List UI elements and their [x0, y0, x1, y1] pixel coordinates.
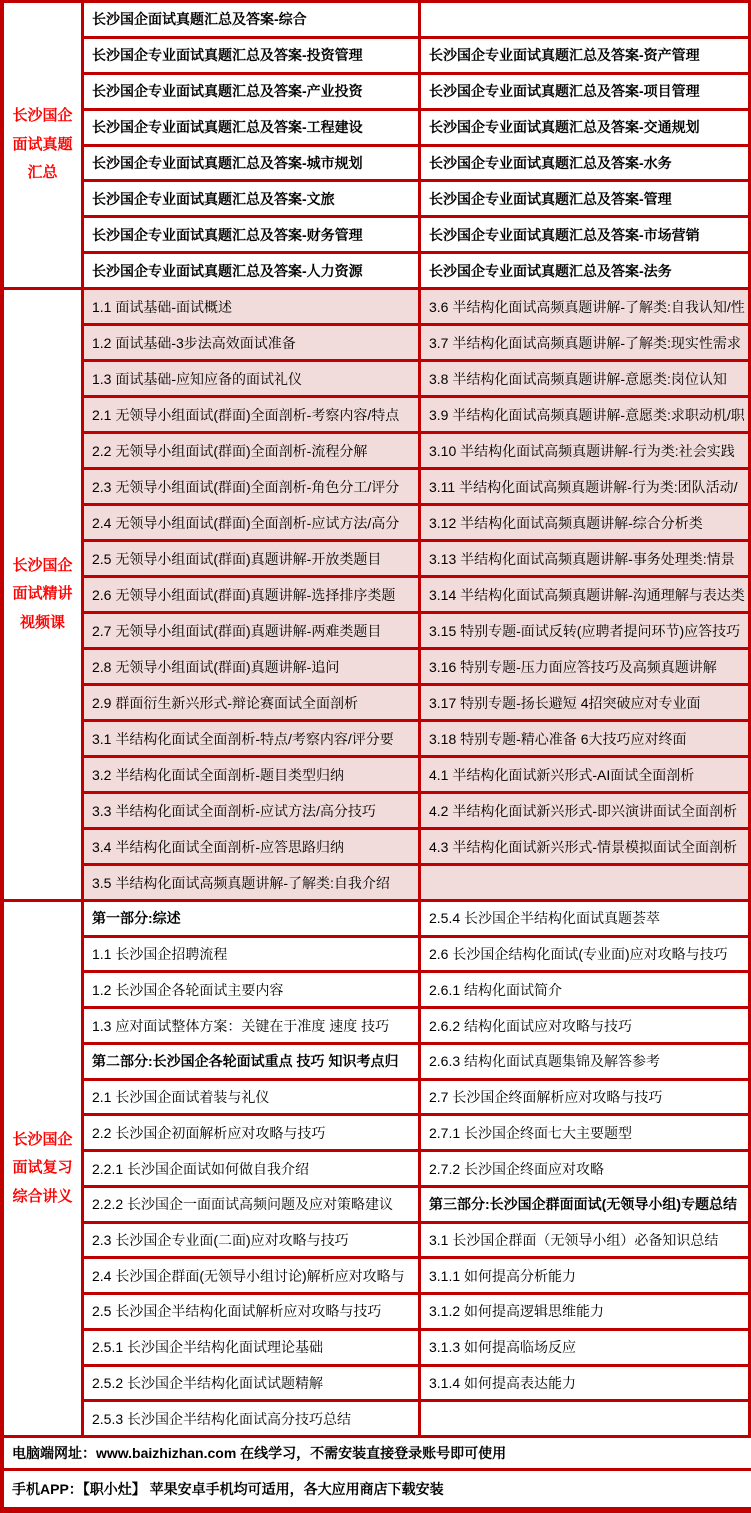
table-cell: 4.3 半结构化面试新兴形式-情景模拟面试全面剖析: [421, 830, 751, 866]
table-cell: [421, 3, 751, 39]
table-cell: 2.6.1 结构化面试简介: [421, 973, 751, 1009]
table-cell: 2.6.2 结构化面试应对攻略与技巧: [421, 1009, 751, 1045]
table-cell: 1.1 面试基础-面试概述: [84, 290, 418, 326]
table-cell: 3.1.3 如何提高临场反应: [421, 1331, 751, 1367]
table-cell: 3.1.4 如何提高表达能力: [421, 1367, 751, 1403]
table-cell: 长沙国企专业面试真题汇总及答案-城市规划: [84, 147, 418, 183]
table-cell: 2.2.2 长沙国企一面面试高频问题及应对策略建议: [84, 1188, 418, 1224]
section-columns: [84, 290, 751, 899]
section-columns: [84, 902, 751, 1435]
table-cell: 2.7 长沙国企终面解析应对攻略与技巧: [421, 1081, 751, 1117]
table-cell: 3.7 半结构化面试高频真题讲解-了解类:现实性需求: [421, 326, 751, 362]
table-cell: 2.7.1 长沙国企终面七大主要题型: [421, 1116, 751, 1152]
table-cell: 3.1 长沙国企群面（无领导小组）必备知识总结: [421, 1224, 751, 1260]
table-cell: 2.5 长沙国企半结构化面试解析应对攻略与技巧: [84, 1295, 418, 1331]
table-cell: 2.2 无领导小组面试(群面)全面剖析-流程分解: [84, 434, 418, 470]
table-cell: 2.2.1 长沙国企面试如何做自我介绍: [84, 1152, 418, 1188]
table-cell: 3.5 半结构化面试高频真题讲解-了解类:自我介绍: [84, 866, 418, 899]
table-cell: 第一部分:综述: [84, 902, 418, 938]
table-cell: 3.9 半结构化面试高频真题讲解-意愿类:求职动机/职: [421, 398, 751, 434]
table-cell: [421, 1402, 751, 1435]
table-cell: 3.11 半结构化面试高频真题讲解-行为类:团队活动/: [421, 470, 751, 506]
section-label-review-handout: 长沙国企面试复习综合讲义: [4, 902, 84, 1435]
table-cell: 2.4 长沙国企群面(无领导小组讨论)解析应对攻略与: [84, 1259, 418, 1295]
table-cell: 2.3 长沙国企专业面(二面)应对攻略与技巧: [84, 1224, 418, 1260]
table-cell: 2.6.3 结构化面试真题集锦及解答参考: [421, 1045, 751, 1081]
table-cell: 3.12 半结构化面试高频真题讲解-综合分析类: [421, 506, 751, 542]
table-cell: 2.4 无领导小组面试(群面)全面剖析-应试方法/高分: [84, 506, 418, 542]
table-cell: 长沙国企专业面试真题汇总及答案-资产管理: [421, 39, 751, 75]
table-cell: 长沙国企专业面试真题汇总及答案-文旅: [84, 182, 418, 218]
table-cell: 长沙国企专业面试真题汇总及答案-投资管理: [84, 39, 418, 75]
column-left: [84, 3, 421, 287]
table-cell: 3.8 半结构化面试高频真题讲解-意愿类:岗位认知: [421, 362, 751, 398]
table-cell: 长沙国企专业面试真题汇总及答案-管理: [421, 182, 751, 218]
table-cell: 3.15 特别专题-面试反转(应聘者提问环节)应答技巧: [421, 614, 751, 650]
table-cell: 2.7 无领导小组面试(群面)真题讲解-两难类题目: [84, 614, 418, 650]
table-cell: 2.1 长沙国企面试着装与礼仪: [84, 1081, 418, 1117]
table-cell: 长沙国企专业面试真题汇总及答案-水务: [421, 147, 751, 183]
table-cell: 3.2 半结构化面试全面剖析-题目类型归纳: [84, 758, 418, 794]
table-cell: 2.5.2 长沙国企半结构化面试试题精解: [84, 1367, 418, 1403]
table-cell: 长沙国企专业面试真题汇总及答案-项目管理: [421, 75, 751, 111]
table-cell: 3.14 半结构化面试高频真题讲解-沟通理解与表达类: [421, 578, 751, 614]
table-cell: 长沙国企专业面试真题汇总及答案-工程建设: [84, 111, 418, 147]
table-cell: 2.5.3 长沙国企半结构化面试高分技巧总结: [84, 1402, 418, 1435]
table-cell: 1.2 长沙国企各轮面试主要内容: [84, 973, 418, 1009]
table-cell: 3.16 特别专题-压力面应答技巧及高频真题讲解: [421, 650, 751, 686]
table-cell: 3.1.1 如何提高分析能力: [421, 1259, 751, 1295]
column-left: [84, 290, 421, 899]
table-cell: 1.3 应对面试整体方案：关键在于准度 速度 技巧: [84, 1009, 418, 1045]
table-cell: 2.7.2 长沙国企终面应对攻略: [421, 1152, 751, 1188]
table-cell: 1.2 面试基础-3步法高效面试准备: [84, 326, 418, 362]
table-cell: 长沙国企面试真题汇总及答案-综合: [84, 3, 418, 39]
footer-website-row: [4, 1438, 751, 1471]
section-video-course: [4, 290, 751, 902]
table-cell: 3.3 半结构化面试全面剖析-应试方法/高分技巧: [84, 794, 418, 830]
table-cell: 2.8 无领导小组面试(群面)真题讲解-追问: [84, 650, 418, 686]
table-cell: 长沙国企专业面试真题汇总及答案-财务管理: [84, 218, 418, 254]
table-cell: 第二部分:长沙国企各轮面试重点 技巧 知识考点归: [84, 1045, 418, 1081]
table-cell: 2.5.4 长沙国企半结构化面试真题荟萃: [421, 902, 751, 938]
table-cell: 长沙国企专业面试真题汇总及答案-交通规划: [421, 111, 751, 147]
footer-app-text: 手机APP：【职小灶】 苹果安卓手机均可适用，各大应用商店下载安装: [12, 1481, 444, 1497]
column-left: [84, 902, 421, 1435]
table-cell: 3.6 半结构化面试高频真题讲解-了解类:自我认知/性: [421, 290, 751, 326]
section-interview-questions: [4, 3, 751, 290]
table-cell: 2.9 群面衍生新兴形式-辩论赛面试全面剖析: [84, 686, 418, 722]
section-columns: [84, 3, 751, 287]
table-cell: 3.13 半结构化面试高频真题讲解-事务处理类:情景: [421, 542, 751, 578]
table-cell: 1.1 长沙国企招聘流程: [84, 938, 418, 974]
table-cell: 3.4 半结构化面试全面剖析-应答思路归纳: [84, 830, 418, 866]
table-cell: 3.10 半结构化面试高频真题讲解-行为类:社会实践: [421, 434, 751, 470]
table-cell: 2.6 长沙国企结构化面试(专业面)应对攻略与技巧: [421, 938, 751, 974]
section-review-handout: [4, 902, 751, 1438]
column-right: [421, 3, 751, 287]
table-cell: 3.1.2 如何提高逻辑思维能力: [421, 1295, 751, 1331]
table-cell: 3.1 半结构化面试全面剖析-特点/考察内容/评分要: [84, 722, 418, 758]
table-cell: 3.17 特别专题-扬长避短 4招突破应对专业面: [421, 686, 751, 722]
table-cell: 第三部分:长沙国企群面面试(无领导小组)专题总结: [421, 1188, 751, 1224]
table-cell: 1.3 面试基础-应知应备的面试礼仪: [84, 362, 418, 398]
table-cell: 4.1 半结构化面试新兴形式-AI面试全面剖析: [421, 758, 751, 794]
table-cell: 长沙国企专业面试真题汇总及答案-人力资源: [84, 254, 418, 287]
table-cell: 2.3 无领导小组面试(群面)全面剖析-角色分工/评分: [84, 470, 418, 506]
table-cell: 长沙国企专业面试真题汇总及答案-产业投资: [84, 75, 418, 111]
table-cell: 3.18 特别专题-精心准备 6大技巧应对终面: [421, 722, 751, 758]
column-right: [421, 902, 751, 1435]
table-cell: 2.6 无领导小组面试(群面)真题讲解-选择排序类题: [84, 578, 418, 614]
table-cell: 2.5.1 长沙国企半结构化面试理论基础: [84, 1331, 418, 1367]
section-label-interview-questions: 长沙国企面试真题汇总: [4, 3, 84, 287]
table-cell: 2.1 无领导小组面试(群面)全面剖析-考察内容/特点: [84, 398, 418, 434]
table-cell: 长沙国企专业面试真题汇总及答案-法务: [421, 254, 751, 287]
table-cell: [421, 866, 751, 899]
table-cell: 4.2 半结构化面试新兴形式-即兴演讲面试全面剖析: [421, 794, 751, 830]
table-cell: 2.2 长沙国企初面解析应对攻略与技巧: [84, 1116, 418, 1152]
table-cell: 长沙国企专业面试真题汇总及答案-市场营销: [421, 218, 751, 254]
footer-app-row: [4, 1471, 751, 1507]
footer-website-text: 电脑端网址：www.baizhizhan.com 在线学习，不需安装直接登录账号即可使用: [12, 1445, 507, 1461]
table-cell: 2.5 无领导小组面试(群面)真题讲解-开放类题目: [84, 542, 418, 578]
column-right: [421, 290, 751, 899]
section-label-video-course: 长沙国企面试精讲视频课: [4, 290, 84, 899]
